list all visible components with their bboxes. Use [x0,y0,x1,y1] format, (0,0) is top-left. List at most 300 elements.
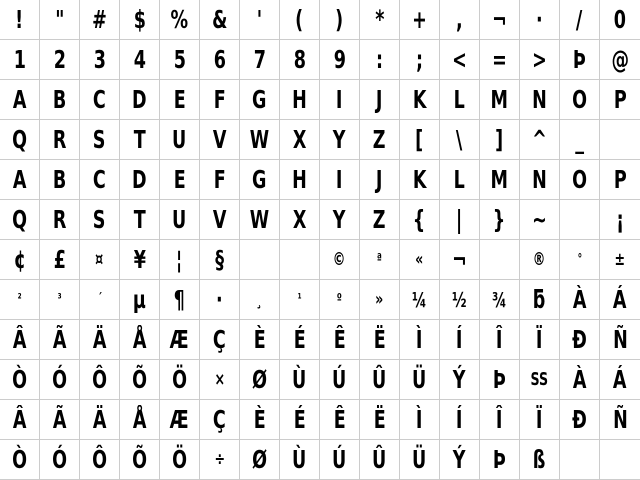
glyph-cedilla: ¸ [256,288,263,310]
glyph-P-lower-form: P [613,165,627,194]
glyph-macron-high: ¬ [492,5,507,34]
glyph-K: K [412,85,427,114]
glyph-cell[interactable] [400,280,440,320]
glyph-O: O [572,85,587,114]
glyph-cell[interactable] [80,80,120,120]
glyph-periodcentered: · [216,285,223,314]
glyph-cell[interactable] [120,240,160,280]
glyph-cell[interactable] [280,200,320,240]
glyph-cell[interactable] [600,200,640,240]
glyph-Idieresis: Ï [536,325,543,354]
glyph-cell[interactable] [0,120,40,160]
glyph-cell[interactable] [480,200,520,240]
glyph-cell[interactable] [200,280,240,320]
glyph-cell[interactable] [360,40,400,80]
glyph-cell[interactable] [120,40,160,80]
glyph-cell[interactable] [600,280,640,320]
glyph-cell[interactable] [560,400,600,440]
glyph-cell[interactable] [0,440,40,480]
glyph-Q-lower-form: Q [12,205,27,234]
glyph-cell[interactable] [480,80,520,120]
glyph-cell[interactable] [440,320,480,360]
glyph-X-lower-form: X [292,205,307,234]
glyph-cell[interactable] [280,80,320,120]
glyph-cell[interactable] [40,440,80,480]
glyph-cell[interactable] [520,40,560,80]
glyph-cell[interactable] [40,0,80,40]
glyph-cell[interactable] [160,160,200,200]
glyph-cell[interactable] [80,120,120,160]
glyph-cell[interactable] [80,320,120,360]
glyph-cell[interactable] [600,240,640,280]
glyph-cell[interactable] [320,360,360,400]
glyph-K-lower-form: K [412,165,427,194]
glyph-cell[interactable] [160,200,200,240]
glyph-threesuperior: ³ [57,292,62,307]
glyph-cell[interactable] [400,360,440,400]
glyph-U: U [172,125,187,154]
glyph-semicolon: ; [415,45,424,74]
glyph-guillemotright: » [375,288,384,310]
glyph-Ccedilla: Ç [213,325,226,354]
glyph-cell[interactable] [200,360,240,400]
glyph-cell[interactable] [480,320,520,360]
glyph-cell[interactable] [600,80,640,120]
glyph-Z-lower-form: Z [373,205,386,234]
glyph-cell[interactable] [200,200,240,240]
glyph-cell[interactable] [320,280,360,320]
glyph-cell[interactable] [520,160,560,200]
glyph-cell[interactable] [40,160,80,200]
glyph-cell[interactable] [320,160,360,200]
glyph-C: C [93,85,106,114]
glyph-cell[interactable] [320,0,360,40]
glyph-AE: Æ [169,325,190,354]
glyph-cell[interactable] [440,280,480,320]
glyph-percent: % [170,5,189,34]
glyph-cell[interactable] [400,200,440,240]
glyph-cell[interactable] [560,440,600,480]
glyph-Thorn-repeat: Þ [493,445,506,474]
glyph-cell[interactable] [360,280,400,320]
glyph-Ccedilla-repeat: Ç [213,405,226,434]
glyph-onehalf: ½ [452,287,467,312]
glyph-cell[interactable] [280,440,320,480]
glyph-cell[interactable] [40,280,80,320]
glyph-cell[interactable] [240,0,280,40]
glyph-cell[interactable] [440,240,480,280]
glyph-Otilde: Õ [132,365,147,394]
glyph-cell[interactable] [360,320,400,360]
glyph-cell[interactable] [400,320,440,360]
glyph-cell[interactable] [320,400,360,440]
glyph-cell[interactable] [200,440,240,480]
glyph-braceleft: { [413,205,426,234]
glyph-cell[interactable] [240,160,280,200]
glyph-E: E [173,85,186,114]
glyph-cell[interactable] [240,400,280,440]
glyph-Y: Y [333,125,346,154]
glyph-cell[interactable] [80,0,120,40]
glyph-cell[interactable] [520,80,560,120]
glyph-logicalnot: ¬ [452,245,467,274]
glyph-B-lower-form: B [52,165,67,194]
glyph-parenleft: ( [295,5,304,34]
glyph-Ntilde-repeat: Ñ [612,405,628,434]
glyph-Icircumflex-repeat: Î [496,405,503,434]
glyph-Uacute-repeat: Ú [332,445,347,474]
glyph-cell[interactable] [0,40,40,80]
glyph-cell[interactable] [480,360,520,400]
glyph-cell[interactable] [40,80,80,120]
glyph-cell[interactable] [160,40,200,80]
glyph-two: 2 [53,45,66,74]
glyph-cell[interactable] [200,0,240,40]
glyph-cell[interactable] [240,240,280,280]
glyph-cell[interactable] [360,360,400,400]
glyph-cell[interactable] [280,40,320,80]
glyph-twosuperior: ² [17,292,22,307]
glyph-cell[interactable] [80,360,120,400]
glyph-cell[interactable] [560,40,600,80]
glyph-cell[interactable] [240,40,280,80]
glyph-dollar: $ [133,5,146,34]
glyph-cell[interactable] [440,360,480,400]
glyph-Egrave: È [253,325,266,354]
glyph-divide: ÷ [214,448,225,470]
glyph-T: T [133,125,146,154]
glyph-cell[interactable] [40,360,80,400]
glyph-cell[interactable] [440,440,480,480]
glyph-currency: ¤ [95,248,104,270]
glyph-cell[interactable] [320,200,360,240]
glyph-cell[interactable] [80,160,120,200]
glyph-Iacute-repeat: Í [456,405,463,434]
glyph-Aacute-repeat: Á [613,365,627,394]
glyph-three: 3 [93,45,106,74]
glyph-cell[interactable] [440,160,480,200]
glyph-cell[interactable] [40,40,80,80]
glyph-cell[interactable] [320,440,360,480]
glyph-greater: > [532,45,547,74]
glyph-Adieresis: Ä [92,325,107,354]
glyph-bracketright: ] [495,125,504,154]
glyph-Eth: Ð [572,325,587,354]
glyph-seven: 7 [253,45,266,74]
glyph-cell[interactable] [400,120,440,160]
glyph-cell[interactable] [0,320,40,360]
glyph-cell[interactable] [360,120,400,160]
glyph-cell[interactable] [40,120,80,160]
glyph-asterisk: * [374,5,385,34]
glyph-cell[interactable] [360,400,400,440]
glyph-cell[interactable] [480,240,520,280]
glyph-cell[interactable] [160,360,200,400]
glyph-cell[interactable] [560,360,600,400]
glyph-cell[interactable] [200,240,240,280]
glyph-cell[interactable] [560,320,600,360]
glyph-cell[interactable] [120,360,160,400]
glyph-cell[interactable] [440,400,480,440]
glyph-cell[interactable] [480,0,520,40]
glyph-T-lower-form: T [133,205,146,234]
glyph-Aring: Å [132,325,147,354]
glyph-cell[interactable] [600,360,640,400]
glyph-cell[interactable] [280,320,320,360]
glyph-Oacute-repeat: Ó [52,445,67,474]
glyph-cell[interactable] [440,200,480,240]
glyph-Ugrave-repeat: Ù [292,445,307,474]
glyph-cell[interactable] [560,80,600,120]
glyph-cell[interactable] [560,200,600,240]
glyph-cell[interactable] [120,80,160,120]
glyph-cell[interactable] [0,240,40,280]
glyph-B: B [52,85,67,114]
glyph-cell[interactable] [240,320,280,360]
glyph-cell[interactable] [120,0,160,40]
glyph-cell[interactable] [400,440,440,480]
glyph-ordmasculine: º [336,292,343,307]
glyph-plusminus: ± [614,248,626,270]
glyph-cell[interactable] [560,120,600,160]
glyph-cell[interactable] [480,440,520,480]
glyph-equal: = [492,45,507,74]
glyph-cell[interactable] [320,80,360,120]
glyph-cell[interactable] [80,200,120,240]
glyph-cell[interactable] [440,80,480,120]
glyph-Ograve: Ò [12,365,27,394]
glyph-cell[interactable] [520,120,560,160]
glyph-I: I [336,85,343,114]
glyph-cell[interactable] [160,0,200,40]
glyph-numbersign: # [92,5,107,34]
glyph-Z: Z [373,125,386,154]
glyph-cell[interactable] [40,200,80,240]
glyph-cell[interactable] [120,120,160,160]
glyph-cell[interactable] [40,400,80,440]
glyph-cell[interactable] [480,400,520,440]
glyph-cell[interactable] [280,120,320,160]
glyph-cell[interactable] [200,80,240,120]
glyph-cell[interactable] [280,240,320,280]
glyph-cell[interactable] [80,280,120,320]
glyph-S: S [93,125,106,154]
glyph-H-lower-form: H [292,165,307,194]
glyph-germandbls: ß [533,445,546,474]
glyph-cell[interactable] [40,320,80,360]
glyph-cell[interactable] [0,0,40,40]
glyph-cell[interactable] [240,280,280,320]
glyph-cell[interactable] [320,120,360,160]
glyph-Eacute: É [293,325,306,354]
glyph-cell[interactable] [80,240,120,280]
glyph-cell[interactable] [0,400,40,440]
glyph-cell[interactable] [600,0,640,40]
glyph-cell[interactable] [440,0,480,40]
glyph-N-lower-form: N [532,165,547,194]
glyph-cell[interactable] [520,200,560,240]
glyph-cell[interactable] [240,360,280,400]
glyph-cell[interactable] [200,160,240,200]
glyph-cell[interactable] [120,400,160,440]
glyph-D: D [132,85,147,114]
glyph-cell[interactable] [280,400,320,440]
glyph-cell[interactable] [400,240,440,280]
glyph-cell[interactable] [280,0,320,40]
glyph-cell[interactable] [560,280,600,320]
glyph-guillemotleft: « [415,248,424,270]
glyph-onesuperior: ¹ [297,292,302,307]
glyph-cell[interactable] [160,80,200,120]
glyph-cell[interactable] [400,0,440,40]
glyph-cell[interactable] [160,320,200,360]
glyph-underscore: _ [575,125,584,154]
glyph-Q: Q [12,125,27,154]
glyph-cell[interactable] [320,40,360,80]
glyph-cell[interactable] [400,40,440,80]
glyph-bar: | [456,205,463,234]
glyph-cell[interactable] [160,120,200,160]
glyph-Thorn: Þ [493,365,506,394]
glyph-cell[interactable] [360,240,400,280]
glyph-cell[interactable] [360,440,400,480]
glyph-S-lower-form: S [93,205,106,234]
glyph-cell[interactable] [560,0,600,40]
glyph-cell[interactable] [480,160,520,200]
glyph-Acircumflex: Â [12,325,27,354]
glyph-cell[interactable] [480,40,520,80]
glyph-cell[interactable] [520,240,560,280]
glyph-cell[interactable] [200,400,240,440]
glyph-cell[interactable] [0,80,40,120]
glyph-Atilde: Ã [52,325,67,354]
glyph-cell[interactable] [320,320,360,360]
glyph-cell[interactable] [200,320,240,360]
glyph-cell[interactable] [240,200,280,240]
glyph-cell[interactable] [120,160,160,200]
glyph-cell[interactable] [520,280,560,320]
glyph-M: M [490,85,509,114]
glyph-Aacute: Á [613,285,627,314]
glyph-cell[interactable] [160,400,200,440]
glyph-F: F [213,85,226,114]
glyph-cell[interactable] [240,440,280,480]
glyph-cell[interactable] [600,400,640,440]
glyph-Acircumflex-repeat: Â [12,405,27,434]
glyph-Ucircumflex-repeat: Û [372,445,387,474]
glyph-cell[interactable] [360,160,400,200]
glyph-cell[interactable] [360,200,400,240]
glyph-plus: + [412,5,427,34]
glyph-F-lower-form: F [213,165,226,194]
glyph-cell[interactable] [80,440,120,480]
glyph-Atilde-repeat: Ã [52,405,67,434]
glyph-cell[interactable] [80,40,120,80]
glyph-AE-repeat: Æ [169,405,190,434]
glyph-cell[interactable] [440,120,480,160]
glyph-Odieresis: Ö [172,365,187,394]
glyph-cell[interactable] [120,320,160,360]
glyph-Odieresis-repeat: Ö [172,445,187,474]
glyph-cell[interactable] [0,280,40,320]
glyph-cell[interactable] [0,360,40,400]
glyph-cell[interactable] [320,240,360,280]
glyph-cell[interactable] [600,160,640,200]
glyph-Edieresis-repeat: Ë [373,405,386,434]
glyph-nine: 9 [333,45,346,74]
glyph-zero: 0 [613,5,627,34]
glyph-Ucircumflex: Û [372,365,387,394]
glyph-cell[interactable] [240,80,280,120]
glyph-Eth-repeat: Ð [572,405,587,434]
glyph-cell[interactable] [600,440,640,480]
glyph-cell[interactable] [0,200,40,240]
glyph-Oslash: Ø [252,365,267,394]
glyph-Idieresis-repeat: Ï [536,405,543,434]
glyph-Igrave-repeat: Ì [416,405,423,434]
glyph-threequarters: ¾ [492,287,507,312]
glyph-cell[interactable] [600,320,640,360]
glyph-cell[interactable] [560,160,600,200]
glyph-one: 1 [13,45,26,74]
glyph-cell[interactable] [280,280,320,320]
glyph-cell[interactable] [480,280,520,320]
glyph-cell[interactable] [520,360,560,400]
glyph-cell[interactable] [120,200,160,240]
glyph-parenright: ) [335,5,344,34]
glyph-mu: µ [133,285,146,314]
glyph-cell[interactable] [0,160,40,200]
glyph-cell[interactable] [480,120,520,160]
glyph-cell[interactable] [520,440,560,480]
glyph-cell[interactable] [160,280,200,320]
glyph-N: N [532,85,547,114]
glyph-backslash: \ [456,125,463,154]
glyph-cell[interactable] [560,240,600,280]
glyph-cell[interactable] [520,0,560,40]
glyph-cell[interactable] [160,240,200,280]
glyph-cell[interactable] [520,400,560,440]
glyph-cell[interactable] [240,120,280,160]
glyph-cell[interactable] [120,440,160,480]
glyph-Eacute-repeat: É [293,405,306,434]
glyph-cell[interactable] [200,40,240,80]
glyph-H: H [292,85,307,114]
glyph-cell[interactable] [120,280,160,320]
glyph-cell[interactable] [360,80,400,120]
glyph-cell[interactable] [360,0,400,40]
glyph-cell[interactable] [80,400,120,440]
glyph-cell[interactable] [400,400,440,440]
glyph-cell[interactable] [400,160,440,200]
glyph-four: 4 [133,45,146,74]
glyph-Ocircumflex: Ô [92,365,107,394]
glyph-cell[interactable] [400,80,440,120]
glyph-cell[interactable] [160,440,200,480]
glyph-ampersand: & [211,5,228,34]
glyph-U-lower-form: U [172,205,187,234]
glyph-exclam: ! [15,5,24,34]
glyph-cell[interactable] [600,40,640,80]
glyph-Egrave-repeat: È [253,405,266,434]
glyph-cell[interactable] [40,240,80,280]
glyph-cell[interactable] [600,120,640,160]
glyph-cell[interactable] [280,360,320,400]
glyph-cell[interactable] [200,120,240,160]
glyph-cell[interactable] [280,160,320,200]
glyph-cell[interactable] [520,320,560,360]
glyph-cell[interactable] [440,40,480,80]
